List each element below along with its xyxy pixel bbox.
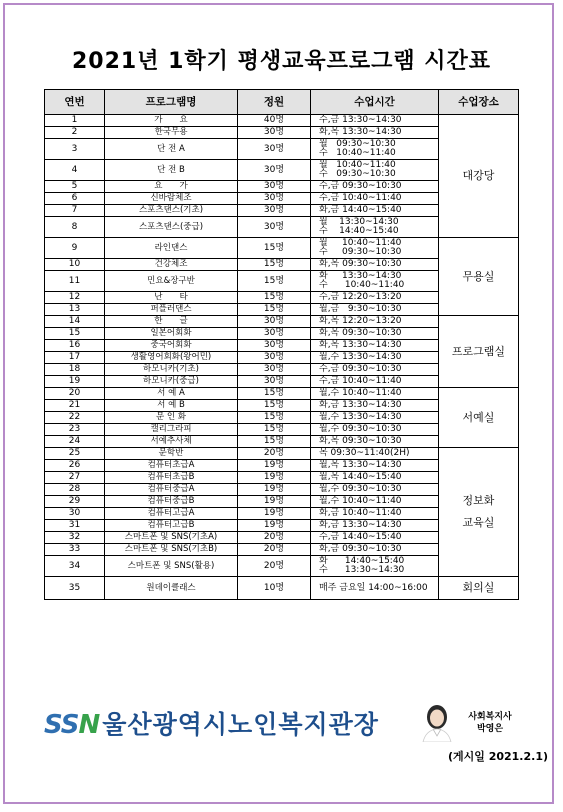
capacity: 30명: [238, 205, 311, 217]
class-time: 월 10:40~11:40 수 09:30~10:30: [311, 238, 439, 259]
schedule-table: [44, 89, 519, 600]
row-number: 21: [45, 400, 105, 412]
class-time: 화,목 13:30~14:30: [311, 127, 439, 139]
program-name: 원데이클래스: [105, 577, 238, 600]
capacity: 20명: [238, 448, 311, 460]
program-name: 컴퓨터고급A: [105, 508, 238, 520]
program-name: 컴퓨터중급B: [105, 496, 238, 508]
capacity: 30명: [238, 352, 311, 364]
class-time: 월,수 13:30~14:30: [311, 352, 439, 364]
program-name: 컴퓨터초급A: [105, 460, 238, 472]
table-row: [45, 316, 519, 328]
class-time: 화 13:30~14:30 수 10:40~11:40: [311, 271, 439, 292]
capacity: 30명: [238, 328, 311, 340]
capacity: 30명: [238, 139, 311, 160]
class-time: 목 09:30~11:40(2H): [311, 448, 439, 460]
sign-name: 박영은: [476, 724, 504, 734]
row-number: 8: [45, 217, 105, 238]
row-number: 9: [45, 238, 105, 259]
table-row: [45, 115, 519, 127]
header-place: 수업장소: [439, 90, 519, 115]
class-time: 화 14:40~15:40 수 13:30~14:30: [311, 556, 439, 577]
program-name: 신바람체조: [105, 193, 238, 205]
class-time: 화,목 13:30~14:30: [311, 340, 439, 352]
row-number: 26: [45, 460, 105, 472]
header-program: 프로그램명: [105, 90, 238, 115]
row-number: 14: [45, 316, 105, 328]
class-time: 수,금 10:40~11:40: [311, 376, 439, 388]
program-name: 단 전 A: [105, 139, 238, 160]
capacity: 15명: [238, 271, 311, 292]
row-number: 2: [45, 127, 105, 139]
capacity: 30명: [238, 364, 311, 376]
header-time: 수업시간: [311, 90, 439, 115]
capacity: 30명: [238, 181, 311, 193]
sign-title: 사회복지사: [468, 712, 512, 722]
class-time: 수,금 12:20~13:20: [311, 292, 439, 304]
class-time: 화,금 13:30~14:30: [311, 520, 439, 532]
program-name: 스포츠댄스(기초): [105, 205, 238, 217]
class-time: 월,수 09:30~10:30: [311, 484, 439, 496]
class-time: 월,수 10:40~11:40: [311, 388, 439, 400]
capacity: 19명: [238, 508, 311, 520]
capacity: 15명: [238, 259, 311, 271]
class-time: 월,수 13:30~14:30: [311, 412, 439, 424]
class-time: 화,목 12:20~13:20: [311, 316, 439, 328]
program-name: 컴퓨터중급A: [105, 484, 238, 496]
class-place: 서예실: [439, 388, 519, 448]
program-name: 캘리그라피: [105, 424, 238, 436]
class-place: 정보화 교육실: [439, 448, 519, 577]
capacity: 20명: [238, 544, 311, 556]
row-number: 5: [45, 181, 105, 193]
program-name: 건강체조: [105, 259, 238, 271]
program-name: 스마트폰 및 SNS(활용): [105, 556, 238, 577]
program-name: 민요&장구반: [105, 271, 238, 292]
class-time: 매주 금요일 14:00~16:00: [311, 577, 439, 600]
class-time: 월,목 14:40~15:40: [311, 472, 439, 484]
row-number: 15: [45, 328, 105, 340]
class-time: 월,금 9:30~10:30: [311, 304, 439, 316]
ssn-logo-ss: SS: [44, 710, 79, 740]
table-row: [45, 577, 519, 600]
program-name: 난 타: [105, 292, 238, 304]
capacity: 40명: [238, 115, 311, 127]
posted-date: (게시일 2021.2.1): [447, 750, 548, 763]
class-time: 화,금 09:30~10:30: [311, 544, 439, 556]
row-number: 13: [45, 304, 105, 316]
class-time: 월 13:30~14:30 수 14:40~15:40: [311, 217, 439, 238]
program-name: 서 예 B: [105, 400, 238, 412]
schedule-body: [45, 115, 519, 600]
row-number: 29: [45, 496, 105, 508]
program-name: 하모니카(기초): [105, 364, 238, 376]
program-name: 한 글: [105, 316, 238, 328]
capacity: 30명: [238, 376, 311, 388]
program-name: 라인댄스: [105, 238, 238, 259]
capacity: 30명: [238, 316, 311, 328]
row-number: 33: [45, 544, 105, 556]
class-time: 화,금 10:40~11:40: [311, 508, 439, 520]
row-number: 22: [45, 412, 105, 424]
row-number: 17: [45, 352, 105, 364]
capacity: 15명: [238, 292, 311, 304]
capacity: 19명: [238, 520, 311, 532]
table-row: [45, 388, 519, 400]
capacity: 15명: [238, 424, 311, 436]
class-time: 월,수 10:40~11:40: [311, 496, 439, 508]
capacity: 15명: [238, 388, 311, 400]
capacity: 10명: [238, 577, 311, 600]
table-row: [45, 238, 519, 259]
row-number: 34: [45, 556, 105, 577]
row-number: 19: [45, 376, 105, 388]
class-time: 수,금 09:30~10:30: [311, 181, 439, 193]
row-number: 24: [45, 436, 105, 448]
class-time: 수,금 09:30~10:30: [311, 364, 439, 376]
row-number: 28: [45, 484, 105, 496]
row-number: 32: [45, 532, 105, 544]
signature-block: [460, 711, 520, 735]
row-number: 25: [45, 448, 105, 460]
class-time: 화,목 09:30~10:30: [311, 259, 439, 271]
program-name: 문 인 화: [105, 412, 238, 424]
row-number: 30: [45, 508, 105, 520]
class-place: 무용실: [439, 238, 519, 316]
row-number: 16: [45, 340, 105, 352]
class-time: 화,목 09:30~10:30: [311, 328, 439, 340]
page-title: 2021년 1학기 평생교육프로그램 시간표: [71, 49, 492, 74]
class-place: 대강당: [439, 115, 519, 238]
row-number: 10: [45, 259, 105, 271]
table-row: [45, 448, 519, 460]
ssn-logo-mark: [44, 710, 99, 740]
capacity: 15명: [238, 436, 311, 448]
class-time: 월 09:30~10:30 수 10:40~11:40: [311, 139, 439, 160]
program-name: 컴퓨터초급B: [105, 472, 238, 484]
class-time: 월,목 13:30~14:30: [311, 460, 439, 472]
capacity: 20명: [238, 532, 311, 544]
program-name: 퍼플러댄스: [105, 304, 238, 316]
capacity: 19명: [238, 484, 311, 496]
capacity: 30명: [238, 127, 311, 139]
row-number: 4: [45, 160, 105, 181]
class-place: 회의실: [439, 577, 519, 600]
capacity: 30명: [238, 193, 311, 205]
class-time: 화,목 09:30~10:30: [311, 436, 439, 448]
program-name: 서 예 A: [105, 388, 238, 400]
header-no: 연번: [45, 90, 105, 115]
row-number: 35: [45, 577, 105, 600]
row-number: 12: [45, 292, 105, 304]
ssn-logo-n: N: [78, 710, 100, 740]
program-name: 중국어회화: [105, 340, 238, 352]
header-capacity: 정원: [238, 90, 311, 115]
program-name: 가 요: [105, 115, 238, 127]
program-name: 하모니카(중급): [105, 376, 238, 388]
row-number: 18: [45, 364, 105, 376]
class-place: 프로그램실: [439, 316, 519, 388]
row-number: 7: [45, 205, 105, 217]
program-name: 스포츠댄스(중급): [105, 217, 238, 238]
capacity: 15명: [238, 412, 311, 424]
capacity: 19명: [238, 460, 311, 472]
class-time: 수,금 13:30~14:30: [311, 115, 439, 127]
row-number: 27: [45, 472, 105, 484]
program-name: 한국무용: [105, 127, 238, 139]
class-time: 월 10:40~11:40 수 09:30~10:30: [311, 160, 439, 181]
capacity: 19명: [238, 472, 311, 484]
program-name: 일본어회화: [105, 328, 238, 340]
capacity: 19명: [238, 496, 311, 508]
capacity: 15명: [238, 304, 311, 316]
class-time: 수,금 14:40~15:40: [311, 532, 439, 544]
program-name: 단 전 B: [105, 160, 238, 181]
class-time: 월,수 09:30~10:30: [311, 424, 439, 436]
capacity: 15명: [238, 400, 311, 412]
row-number: 1: [45, 115, 105, 127]
program-name: 서예추사체: [105, 436, 238, 448]
capacity: 15명: [238, 238, 311, 259]
capacity: 30명: [238, 160, 311, 181]
table-header-row: [45, 90, 519, 115]
row-number: 20: [45, 388, 105, 400]
organization-name: 울산광역시노인복지관장: [102, 710, 379, 739]
class-time: 화,금 13:30~14:30: [311, 400, 439, 412]
program-name: 컴퓨터고급B: [105, 520, 238, 532]
capacity: 30명: [238, 340, 311, 352]
program-name: 스마트폰 및 SNS(기초B): [105, 544, 238, 556]
program-name: 요 가: [105, 181, 238, 193]
class-time: 화,금 14:40~15:40: [311, 205, 439, 217]
row-number: 3: [45, 139, 105, 160]
row-number: 6: [45, 193, 105, 205]
capacity: 30명: [238, 217, 311, 238]
row-number: 31: [45, 520, 105, 532]
capacity: 20명: [238, 556, 311, 577]
staff-photo: [418, 702, 456, 742]
program-name: 생활영어회화(왕어민): [105, 352, 238, 364]
row-number: 11: [45, 271, 105, 292]
program-name: 스마트폰 및 SNS(기초A): [105, 532, 238, 544]
class-time: 수,금 10:40~11:40: [311, 193, 439, 205]
row-number: 23: [45, 424, 105, 436]
ssn-logo: [44, 705, 379, 741]
program-name: 문학반: [105, 448, 238, 460]
